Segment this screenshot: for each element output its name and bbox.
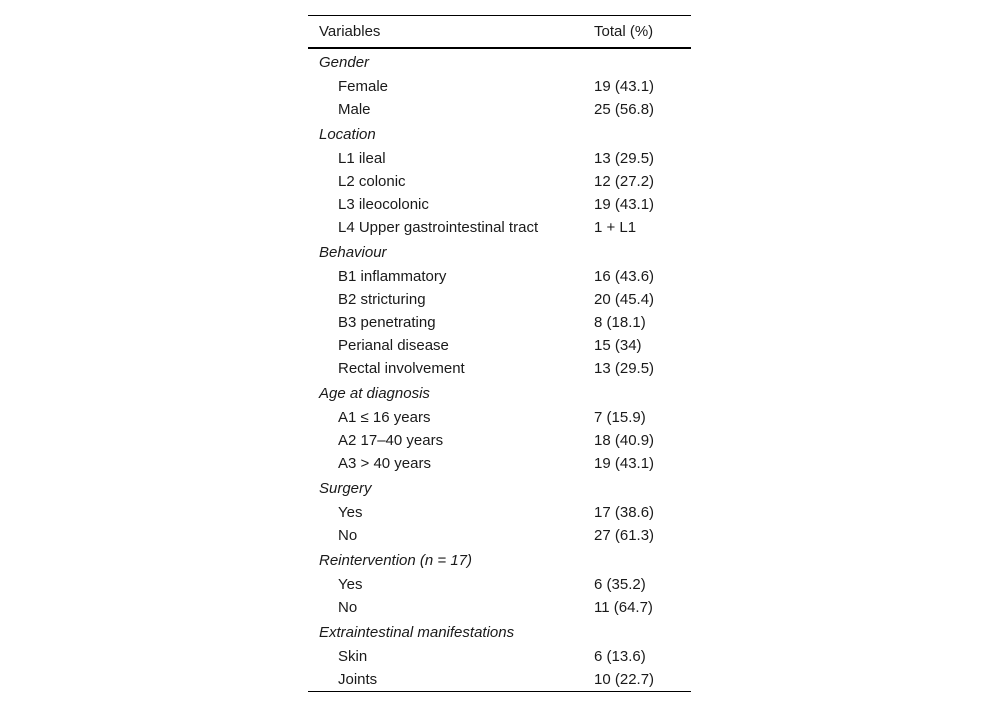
row-label: Male	[338, 101, 371, 118]
row-label: A2 17–40 years	[338, 432, 444, 449]
table-row	[308, 170, 691, 193]
group-header-row	[308, 239, 691, 265]
row-value: 19 (43.1)	[594, 78, 655, 95]
row-value: 15 (34)	[594, 337, 642, 354]
row-label: Rectal involvement	[338, 360, 465, 377]
row-value: 6 (35.2)	[594, 576, 646, 593]
row-label: A3 > 40 years	[338, 455, 431, 472]
row-value: 7 (15.9)	[594, 409, 646, 426]
row-label: A1 ≤ 16 years	[338, 409, 431, 426]
group-title-empty-cell	[594, 239, 691, 265]
table-header	[308, 16, 691, 49]
group-title: Surgery	[319, 480, 372, 497]
row-label: Yes	[338, 576, 363, 593]
table-row	[308, 645, 691, 668]
row-value: 13 (29.5)	[594, 150, 655, 167]
row-label: L2 colonic	[338, 173, 406, 190]
row-value: 17 (38.6)	[594, 504, 655, 521]
group-title: Reintervention (n = 17)	[319, 552, 473, 569]
group-header-row	[308, 121, 691, 147]
table-body	[308, 48, 691, 692]
table-row	[308, 311, 691, 334]
row-label: B1 inflammatory	[338, 268, 447, 285]
table-row	[308, 452, 691, 475]
variables-table	[308, 15, 691, 692]
row-value: 19 (43.1)	[594, 455, 655, 472]
table-row	[308, 75, 691, 98]
group-title: Behaviour	[319, 244, 387, 261]
table-row	[308, 524, 691, 547]
table-row	[308, 501, 691, 524]
row-label: L3 ileocolonic	[338, 196, 429, 213]
group-header-row	[308, 380, 691, 406]
row-value: 16 (43.6)	[594, 268, 655, 285]
table-row	[308, 573, 691, 596]
group-title: Extraintestinal manifestations	[319, 624, 515, 641]
group-title: Age at diagnosis	[319, 385, 430, 402]
row-label: L4 Upper gastrointestinal tract	[338, 219, 539, 236]
group-title-empty-cell	[594, 619, 691, 645]
row-value: 6 (13.6)	[594, 648, 646, 665]
table-row	[308, 334, 691, 357]
row-label: Joints	[338, 671, 378, 688]
table-row	[308, 98, 691, 121]
header-row	[308, 16, 691, 49]
table-row	[308, 357, 691, 380]
row-label: B2 stricturing	[338, 291, 426, 308]
row-value: 1 + L1	[594, 219, 637, 236]
group-title-empty-cell	[594, 380, 691, 406]
table-row	[308, 596, 691, 619]
row-value: 8 (18.1)	[594, 314, 646, 331]
row-label: Perianal disease	[338, 337, 449, 354]
row-label: B3 penetrating	[338, 314, 436, 331]
row-value: 10 (22.7)	[594, 671, 655, 688]
group-header-row	[308, 48, 691, 75]
table-row	[308, 265, 691, 288]
row-value: 13 (29.5)	[594, 360, 655, 377]
row-value: 25 (56.8)	[594, 101, 655, 118]
row-value: 19 (43.1)	[594, 196, 655, 213]
group-title-empty-cell	[594, 475, 691, 501]
table-row	[308, 406, 691, 429]
row-label: Female	[338, 78, 389, 95]
table-row	[308, 668, 691, 692]
row-value: 11 (64.7)	[594, 599, 653, 616]
group-title-empty-cell	[594, 121, 691, 147]
row-value: 27 (61.3)	[594, 527, 655, 544]
row-value: 18 (40.9)	[594, 432, 655, 449]
row-label: No	[338, 527, 358, 544]
group-header-row	[308, 547, 691, 573]
row-label: No	[338, 599, 358, 616]
group-title: Location	[319, 126, 376, 143]
data-table-container	[308, 15, 691, 692]
table-row	[308, 288, 691, 311]
table-row	[308, 193, 691, 216]
table-row	[308, 147, 691, 170]
header-total: Total (%)	[594, 23, 654, 40]
group-header-row	[308, 619, 691, 645]
group-title-empty-cell	[594, 547, 691, 573]
table-row	[308, 216, 691, 239]
table-row	[308, 429, 691, 452]
group-title: Gender	[319, 54, 370, 71]
row-label: Yes	[338, 504, 363, 521]
row-value: 12 (27.2)	[594, 173, 655, 190]
row-value: 20 (45.4)	[594, 291, 655, 308]
group-title-empty-cell	[594, 48, 691, 75]
row-label: L1 ileal	[338, 150, 386, 167]
group-header-row	[308, 475, 691, 501]
header-variables: Variables	[319, 23, 381, 40]
row-label: Skin	[338, 648, 368, 665]
